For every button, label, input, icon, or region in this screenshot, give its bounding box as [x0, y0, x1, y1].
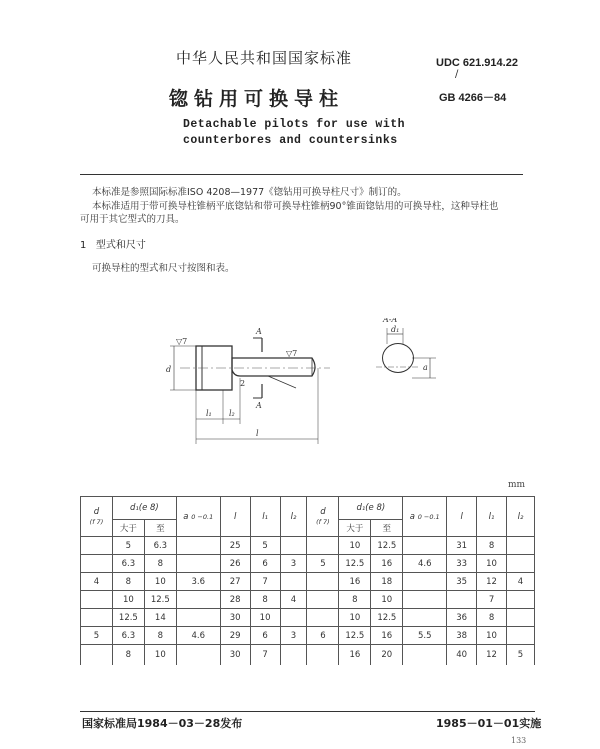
- cell-right-l2: [507, 591, 535, 609]
- cell-right-gt: 8: [339, 591, 371, 609]
- label-a: a: [423, 363, 428, 372]
- section-number: 1: [80, 240, 87, 251]
- cell-left-to: 10: [144, 645, 176, 666]
- section-heading: [80, 236, 146, 251]
- cell-right-to: 16: [371, 555, 403, 573]
- cell-right-d: 6: [307, 627, 339, 645]
- table-row: [81, 537, 535, 555]
- cell-right-l2: [507, 609, 535, 627]
- cell-left-d: [81, 537, 113, 555]
- cell-left-d: 5: [81, 627, 113, 645]
- cell-left-gt: 6.3: [112, 627, 144, 645]
- unit-label: mm: [508, 480, 526, 490]
- cell-right-l1: 12: [477, 573, 507, 591]
- th-l2: l₂: [280, 497, 307, 537]
- label-l2: l₂: [229, 409, 235, 418]
- th-greater-than: 大于: [112, 520, 144, 537]
- th-l: l: [220, 497, 250, 537]
- cell-left-l1: 5: [250, 537, 280, 555]
- section-view-label: A-A: [383, 318, 398, 324]
- cell-left-a: [176, 645, 220, 666]
- cell-left-l: 30: [220, 609, 250, 627]
- cell-left-l1: 6: [250, 627, 280, 645]
- cell-right-l1: 7: [477, 591, 507, 609]
- pilot-drawing: [160, 318, 460, 448]
- cell-right-d: [307, 537, 339, 555]
- cell-left-gt: 6.3: [112, 555, 144, 573]
- paragraph-form-note: 可换导柱的型式和尺寸按图和表。: [92, 263, 235, 274]
- label-two: 2: [240, 379, 246, 388]
- cell-right-l2: [507, 555, 535, 573]
- section-title: 型式和尺寸: [95, 240, 146, 251]
- dimension-table: [80, 496, 535, 665]
- table-row: [81, 573, 535, 591]
- th-up-to: 至: [144, 520, 176, 537]
- cell-left-l1: 8: [250, 591, 280, 609]
- cell-left-l: 27: [220, 573, 250, 591]
- cell-right-l2: [507, 627, 535, 645]
- table-row: [81, 609, 535, 627]
- cell-left-l: 30: [220, 645, 250, 666]
- th-l1: l₁: [250, 497, 280, 537]
- cell-right-l: 35: [447, 573, 477, 591]
- cell-left-gt: 5: [112, 537, 144, 555]
- cell-right-l2: 4: [507, 573, 535, 591]
- cell-right-gt: 10: [339, 609, 371, 627]
- table-row: [81, 645, 535, 666]
- table-body: [81, 537, 535, 666]
- th-a: a 0 −0.1: [176, 497, 220, 537]
- cell-left-a: [176, 609, 220, 627]
- cell-right-to: 18: [371, 573, 403, 591]
- cell-right-a: [403, 591, 447, 609]
- table-header-row: [81, 497, 535, 520]
- cell-right-to: 16: [371, 627, 403, 645]
- section-view-outline: [382, 343, 414, 373]
- flat-leader: [268, 376, 296, 388]
- page-number: 133: [511, 736, 527, 745]
- cell-left-to: 8: [144, 627, 176, 645]
- cell-right-l1: 10: [477, 555, 507, 573]
- cell-right-to: 12.5: [371, 537, 403, 555]
- th-d1: d₁(e 8): [112, 497, 176, 520]
- udc-code: UDC 621.914.22: [436, 57, 518, 69]
- th-d1-right: d₁(e 8): [339, 497, 403, 520]
- paragraph-reference: 本标准是参照国际标准ISO 4208—1977《锪钻用可换导柱尺寸》制订的。: [92, 187, 407, 198]
- cell-left-d: [81, 609, 113, 627]
- cell-left-l2: 3: [280, 627, 307, 645]
- th-l2-right: l₂: [507, 497, 535, 537]
- cell-left-l2: 3: [280, 555, 307, 573]
- cell-right-a: 5.5: [403, 627, 447, 645]
- cell-left-to: 6.3: [144, 537, 176, 555]
- th-l1-right: l₁: [477, 497, 507, 537]
- cell-right-gt: 16: [339, 645, 371, 666]
- cell-left-to: 10: [144, 573, 176, 591]
- th-a-right: a 0 −0.1: [403, 497, 447, 537]
- table-row: [81, 627, 535, 645]
- cell-right-l1: 12: [477, 645, 507, 666]
- cell-right-to: 12.5: [371, 609, 403, 627]
- finish-mark-shank: ▽7: [286, 349, 298, 358]
- cell-left-l: 28: [220, 591, 250, 609]
- cell-right-d: 5: [307, 555, 339, 573]
- cell-right-gt: 16: [339, 573, 371, 591]
- label-l: l: [256, 429, 259, 438]
- cell-left-d: [81, 645, 113, 666]
- cell-right-l1: 8: [477, 537, 507, 555]
- cell-left-l2: [280, 537, 307, 555]
- cell-left-l: 29: [220, 627, 250, 645]
- cell-right-a: [403, 573, 447, 591]
- publish-info: 国家标准局1984－03－28发布: [82, 717, 243, 730]
- cell-left-d: 4: [81, 573, 113, 591]
- cell-left-l1: 7: [250, 573, 280, 591]
- cell-right-d: [307, 591, 339, 609]
- cell-right-a: [403, 645, 447, 666]
- label-l1: l₁: [206, 409, 212, 418]
- cell-right-l1: 10: [477, 627, 507, 645]
- cell-right-l: 33: [447, 555, 477, 573]
- cell-right-d: [307, 609, 339, 627]
- cell-left-d: [81, 555, 113, 573]
- title-en-line2: counterbores and countersinks: [183, 134, 398, 147]
- cell-left-d: [81, 591, 113, 609]
- cell-right-to: 10: [371, 591, 403, 609]
- cell-left-a: 3.6: [176, 573, 220, 591]
- footer-divider: [80, 711, 535, 712]
- cell-left-l2: [280, 645, 307, 666]
- cell-left-gt: 10: [112, 591, 144, 609]
- cell-right-l: 40: [447, 645, 477, 666]
- cell-left-to: 14: [144, 609, 176, 627]
- th-l-right: l: [447, 497, 477, 537]
- cell-right-gt: 12.5: [339, 555, 371, 573]
- standard-name: 中华人民共和国国家标准: [176, 49, 353, 67]
- paragraph-scope-line1: 本标准适用于带可换导柱锥柄平底锪钻和带可换导柱锥柄90°锥面锪钻用的可换导柱，这种导柱也: [92, 201, 499, 212]
- cell-left-l1: 10: [250, 609, 280, 627]
- finish-mark-body: ▽7: [176, 337, 188, 346]
- cell-right-l: [447, 591, 477, 609]
- cell-right-l2: 5: [507, 645, 535, 666]
- page-title: 锪钻用可换导柱: [169, 88, 345, 110]
- cell-left-l: 26: [220, 555, 250, 573]
- cell-right-to: 20: [371, 645, 403, 666]
- paragraph-scope-line2: 可用于其它型式的刀具。: [80, 214, 185, 225]
- cell-right-a: 4.6: [403, 555, 447, 573]
- th-greater-than-right: 大于: [339, 520, 371, 537]
- implementation-date: 1985－01－01实施: [436, 717, 542, 730]
- th-d-right: d (f 7): [307, 497, 339, 537]
- table-row: [81, 591, 535, 609]
- header-divider: [80, 174, 523, 175]
- udc-mark: /: [455, 69, 459, 80]
- cell-left-a: 4.6: [176, 627, 220, 645]
- cell-left-a: [176, 555, 220, 573]
- cell-right-l: 31: [447, 537, 477, 555]
- cell-left-l: 25: [220, 537, 250, 555]
- cell-right-l: 36: [447, 609, 477, 627]
- cell-left-a: [176, 591, 220, 609]
- cell-right-a: [403, 537, 447, 555]
- cell-right-d: [307, 573, 339, 591]
- cell-right-d: [307, 645, 339, 666]
- cell-left-l2: [280, 573, 307, 591]
- th-up-to-right: 至: [371, 520, 403, 537]
- label-d1: d₁: [391, 325, 400, 334]
- cell-left-gt: 8: [112, 645, 144, 666]
- gb-number: GB 4266－84: [439, 92, 507, 104]
- cell-left-gt: 12.5: [112, 609, 144, 627]
- cell-left-l2: 4: [280, 591, 307, 609]
- cell-left-a: [176, 537, 220, 555]
- cell-left-l2: [280, 609, 307, 627]
- cell-left-to: 12.5: [144, 591, 176, 609]
- cell-left-gt: 8: [112, 573, 144, 591]
- pilot-shank-outline: [232, 358, 315, 376]
- cell-left-to: 8: [144, 555, 176, 573]
- cell-right-l: 38: [447, 627, 477, 645]
- table-row: [81, 555, 535, 573]
- cell-right-l2: [507, 537, 535, 555]
- cell-right-gt: 10: [339, 537, 371, 555]
- section-letter-bottom: A: [256, 401, 262, 410]
- section-letter-top: A: [256, 327, 262, 336]
- label-d: d: [166, 365, 172, 374]
- title-en-line1: Detachable pilots for use with: [183, 118, 406, 131]
- cell-right-gt: 12.5: [339, 627, 371, 645]
- cell-right-l1: 8: [477, 609, 507, 627]
- cell-left-l1: 7: [250, 645, 280, 666]
- cell-left-l1: 6: [250, 555, 280, 573]
- th-d: d (f 7): [81, 497, 113, 537]
- cell-right-a: [403, 609, 447, 627]
